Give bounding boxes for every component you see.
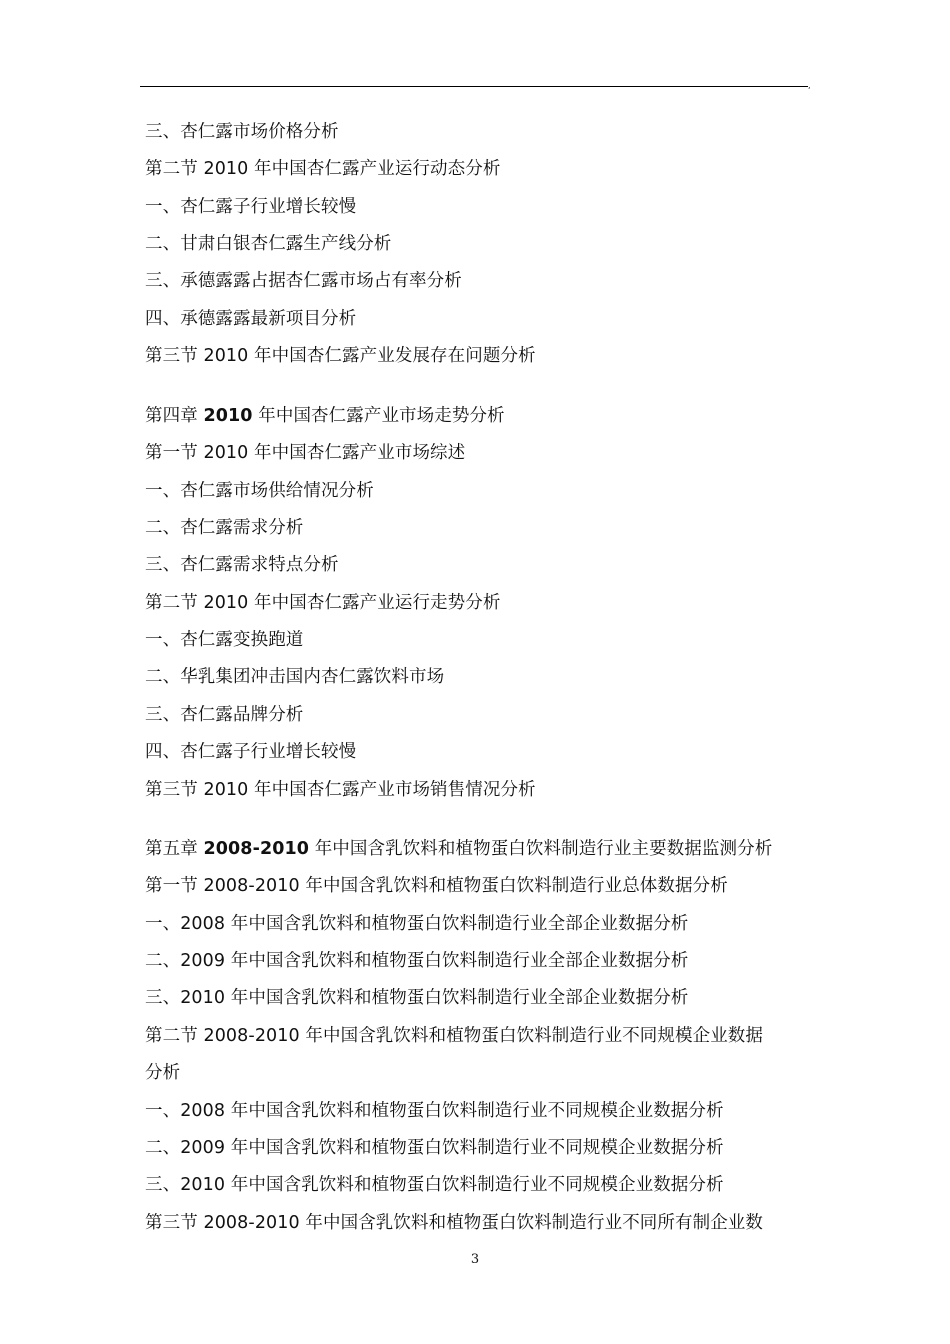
header-rule — [140, 86, 808, 87]
toc-line: 二、2009 年中国含乳饮料和植物蛋白饮料制造行业全部企业数据分析 — [145, 951, 689, 971]
toc-line: 一、杏仁露子行业增长较慢 — [145, 197, 357, 217]
toc-line: 第三节 2008-2010 年中国含乳饮料和植物蛋白饮料制造行业不同所有制企业数 — [145, 1213, 764, 1233]
toc-line: 第一节 2008-2010 年中国含乳饮料和植物蛋白饮料制造行业总体数据分析 — [145, 876, 728, 896]
chapter-heading: 第五章 2008-2010 年中国含乳饮料和植物蛋白饮料制造行业主要数据监测分析 — [145, 839, 773, 859]
toc-line: 第三节 2010 年中国杏仁露产业发展存在问题分析 — [145, 346, 536, 366]
toc-line: 一、2008 年中国含乳饮料和植物蛋白饮料制造行业不同规模企业数据分析 — [145, 1101, 724, 1121]
toc-line: 三、杏仁露市场价格分析 — [145, 122, 339, 142]
toc-line: 三、承德露露占据杏仁露市场占有率分析 — [145, 271, 462, 291]
toc-line: 三、杏仁露品牌分析 — [145, 705, 304, 725]
toc-line: 二、杏仁露需求分析 — [145, 518, 304, 538]
toc-line: 三、杏仁露需求特点分析 — [145, 555, 339, 575]
toc-line: 一、杏仁露市场供给情况分析 — [145, 481, 374, 501]
toc-line: 三、2010 年中国含乳饮料和植物蛋白饮料制造行业全部企业数据分析 — [145, 988, 689, 1008]
toc-line: 第三节 2010 年中国杏仁露产业市场销售情况分析 — [145, 780, 536, 800]
toc-line: 四、承德露露最新项目分析 — [145, 309, 357, 329]
page-number: 3 — [470, 1252, 480, 1267]
toc-line: 二、2009 年中国含乳饮料和植物蛋白饮料制造行业不同规模企业数据分析 — [145, 1138, 724, 1158]
toc-line: 三、2010 年中国含乳饮料和植物蛋白饮料制造行业不同规模企业数据分析 — [145, 1175, 724, 1195]
toc-line: 二、华乳集团冲击国内杏仁露饮料市场 — [145, 667, 445, 687]
toc-line: 四、杏仁露子行业增长较慢 — [145, 742, 357, 762]
toc-line: 一、2008 年中国含乳饮料和植物蛋白饮料制造行业全部企业数据分析 — [145, 914, 689, 934]
toc-line: 第二节 2010 年中国杏仁露产业运行动态分析 — [145, 159, 501, 179]
toc-line: 二、甘肃白银杏仁露生产线分析 — [145, 234, 392, 254]
toc-line: 一、杏仁露变换跑道 — [145, 630, 304, 650]
toc-line: 第一节 2010 年中国杏仁露产业市场综述 — [145, 443, 466, 463]
toc-line: 第二节 2008-2010 年中国含乳饮料和植物蛋白饮料制造行业不同规模企业数据 — [145, 1026, 764, 1046]
chapter-heading: 第四章 2010 年中国杏仁露产业市场走势分析 — [145, 406, 505, 426]
toc-line: 第二节 2010 年中国杏仁露产业运行走势分析 — [145, 593, 501, 613]
header-mark: , — [808, 81, 811, 90]
toc-line: 分析 — [145, 1063, 181, 1083]
